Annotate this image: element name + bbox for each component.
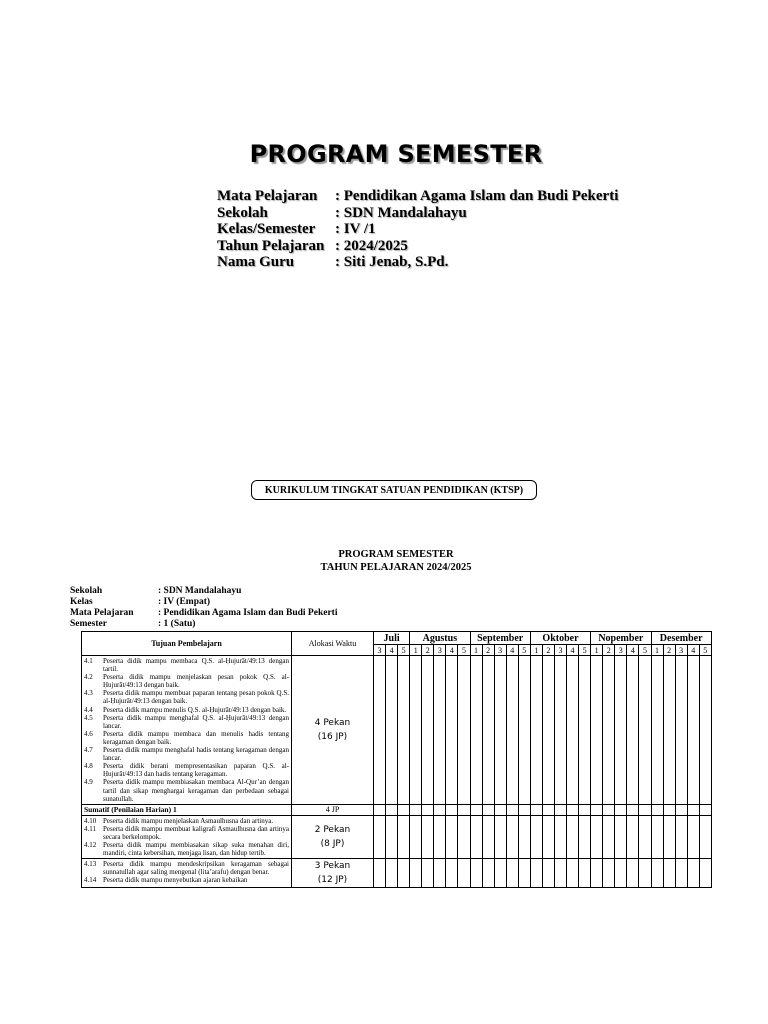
- week-number: 4: [506, 645, 518, 656]
- week-cell: [627, 804, 639, 815]
- week-cell: [675, 804, 687, 815]
- tp-text: Peserta didik mampu membiasakan membaca Al-Qur’an dengan tartil dan sikap menghargai keragaman dan perbedaan sebagai sunatullah.: [103, 778, 289, 803]
- week-cell: [518, 859, 530, 888]
- week-cell: [639, 815, 651, 858]
- table-row: [82, 815, 712, 858]
- week-cell: [603, 804, 615, 815]
- week-cell: [374, 815, 386, 858]
- tp-text: Peserta didik mampu menyebutkan ajaran kebaikan: [103, 876, 248, 885]
- week-cell: [615, 815, 627, 858]
- tp-number: 4.11: [84, 824, 96, 833]
- week-cell: [422, 859, 434, 888]
- document-subtitle: TAHUN PELAJARAN 2024/2025: [320, 562, 472, 573]
- week-cell: [603, 859, 615, 888]
- week-cell: [458, 656, 470, 805]
- sumatif-alloc: 4 JP: [292, 804, 374, 815]
- week-cell: [410, 815, 422, 858]
- week-cell: [554, 815, 566, 858]
- week-number: 2: [603, 645, 615, 656]
- week-cell: [603, 815, 615, 858]
- week-cell: [687, 804, 699, 815]
- week-cell: [663, 815, 675, 858]
- week-cell: [542, 859, 554, 888]
- tp-number: 4.7: [84, 746, 93, 755]
- week-cell: [591, 804, 603, 815]
- tp-number: 4.13: [84, 860, 97, 869]
- week-cell: [422, 815, 434, 858]
- week-cell: [542, 656, 554, 805]
- week-cell: [422, 656, 434, 805]
- week-cell: [675, 815, 687, 858]
- week-cell: [530, 804, 542, 815]
- week-cell: [567, 656, 579, 805]
- field-label: Nama Guru: [217, 254, 295, 270]
- alloc-jp: (16 JP): [317, 731, 348, 742]
- week-cell: [398, 815, 410, 858]
- info-label: Kelas: [70, 597, 93, 607]
- week-number: 1: [651, 645, 663, 656]
- week-cell: [615, 656, 627, 805]
- cover-field-teacher: [217, 254, 618, 271]
- week-cell: [651, 859, 663, 888]
- week-cell: [446, 859, 458, 888]
- week-cell: [699, 804, 711, 815]
- week-cell: [518, 804, 530, 815]
- week-cell: [591, 815, 603, 858]
- week-cell: [687, 656, 699, 805]
- tp-item: [84, 746, 289, 762]
- week-cell: [591, 859, 603, 888]
- week-cell: [410, 859, 422, 888]
- week-cell: [386, 804, 398, 815]
- week-number: 3: [615, 645, 627, 656]
- table-row: [82, 859, 712, 888]
- info-label: Mata Pelajaran: [70, 608, 134, 618]
- week-cell: [699, 656, 711, 805]
- field-value: : Siti Jenab, S.Pd.: [335, 254, 449, 270]
- week-cell: [386, 859, 398, 888]
- tp-text: Peserta didik mampu membaca Q.S. al-Ḥujurāt/49:13 dengan tartil.: [103, 657, 289, 674]
- tp-number: 4.2: [84, 673, 93, 682]
- week-cell: [627, 815, 639, 858]
- field-value: : SDN Mandalahayu: [335, 204, 467, 221]
- week-cell: [494, 656, 506, 805]
- week-number: 3: [374, 645, 386, 656]
- week-cell: [386, 815, 398, 858]
- week-cell: [579, 656, 591, 805]
- week-cell: [663, 656, 675, 805]
- week-cell: [530, 656, 542, 805]
- week-number: 4: [627, 645, 639, 656]
- week-cell: [398, 656, 410, 805]
- week-cell: [434, 859, 446, 888]
- week-number: 5: [639, 645, 651, 656]
- month-header: Nopember: [591, 632, 651, 645]
- week-cell: [591, 656, 603, 805]
- week-cell: [530, 859, 542, 888]
- week-cell: [542, 815, 554, 858]
- tp-item: [84, 860, 289, 876]
- sumatif-label: Sumatif (Penilaian Harian) 1: [82, 804, 292, 815]
- tp-text: Peserta didik mampu membuat paparan tentang pesan pokok Q.S. al-Ḥujurāt/49:13 dengan baik.: [103, 689, 289, 706]
- week-cell: [699, 815, 711, 858]
- week-number: 2: [663, 645, 675, 656]
- week-cell: [446, 656, 458, 805]
- alloc-cell: [292, 656, 374, 805]
- week-cell: [627, 859, 639, 888]
- week-cell: [434, 804, 446, 815]
- week-cell: [567, 804, 579, 815]
- week-number: 4: [446, 645, 458, 656]
- tp-text: Peserta didik mampu membaca dan menulis hadis tentang keragaman dengan baik.: [103, 729, 289, 746]
- tp-text: Peserta didik mampu menghafal Q.S. al-Ḥujurāt/49:13 dengan lancar.: [103, 713, 289, 730]
- field-value: : 2024/2025: [335, 237, 408, 254]
- tp-item: [84, 778, 289, 802]
- tp-number: 4.3: [84, 689, 93, 698]
- week-cell: [374, 859, 386, 888]
- week-cell: [458, 804, 470, 815]
- week-cell: [374, 804, 386, 815]
- week-cell: [567, 859, 579, 888]
- week-number: 5: [518, 645, 530, 656]
- week-cell: [386, 656, 398, 805]
- tp-cell: [82, 656, 292, 805]
- cover-field-class: [217, 221, 618, 238]
- week-cell: [579, 815, 591, 858]
- cover-field-year: [217, 238, 618, 255]
- week-number: 3: [675, 645, 687, 656]
- cover-field-school: [217, 205, 618, 222]
- month-header: Oktober: [530, 632, 590, 645]
- week-cell: [627, 656, 639, 805]
- tp-item: [84, 714, 289, 730]
- week-cell: [615, 804, 627, 815]
- week-cell: [639, 859, 651, 888]
- tp-text: Peserta didik berani mempresentasikan paparan Q.S. al-Ḥujurāt/49:13 dan hadis tentang keragaman.: [103, 762, 289, 779]
- field-label: Mata Pelajaran: [217, 188, 318, 204]
- tp-number: 4.9: [84, 778, 93, 787]
- info-row: [70, 586, 337, 597]
- alloc-cell: [292, 815, 374, 858]
- tp-text: Peserta didik mampu menjelaskan Asmaulhusna dan artinya.: [103, 816, 274, 825]
- month-header: Desember: [651, 632, 711, 645]
- week-cell: [518, 815, 530, 858]
- tp-text: Peserta didik mampu menghafal hadis tentang keragaman dengan lancar.: [103, 746, 289, 763]
- week-cell: [482, 859, 494, 888]
- alloc-weeks: 4 Pekan: [314, 717, 351, 728]
- week-cell: [494, 859, 506, 888]
- week-cell: [554, 656, 566, 805]
- week-cell: [410, 804, 422, 815]
- tp-item: [84, 817, 289, 825]
- alloc-jp: (12 JP): [317, 875, 348, 886]
- alloc-jp: (8 JP): [320, 838, 345, 849]
- tp-item: [84, 689, 289, 705]
- tp-number: 4.10: [84, 816, 97, 825]
- week-number: 3: [494, 645, 506, 656]
- tp-text: Peserta didik mampu membiasakan sikap suka menahan diri, mandiri, cinta kebersihan, menjaga lisan, dan hidup tertib.: [103, 840, 289, 858]
- week-cell: [675, 859, 687, 888]
- tp-number: 4.5: [84, 713, 93, 722]
- header-tujuan-pembelajaran: Tujuan Pembelajarn: [82, 632, 292, 656]
- week-cell: [639, 656, 651, 805]
- tp-number: 4.14: [84, 876, 97, 885]
- month-header: September: [470, 632, 530, 645]
- tp-number: 4.12: [84, 840, 97, 849]
- month-header: Juli: [374, 632, 410, 645]
- week-number: 1: [591, 645, 603, 656]
- tp-item: [84, 841, 289, 857]
- week-cell: [398, 859, 410, 888]
- table-row: [82, 656, 712, 805]
- week-cell: [603, 656, 615, 805]
- month-header: Agustus: [410, 632, 470, 645]
- week-cell: [579, 859, 591, 888]
- week-number: 4: [386, 645, 398, 656]
- week-cell: [482, 804, 494, 815]
- week-number: 4: [687, 645, 699, 656]
- tp-number: 4.6: [84, 729, 93, 738]
- tp-text: Peserta didik mampu membuat kaligrafi Asmaulhusna dan artinya secara berkelompok.: [103, 824, 289, 841]
- week-cell: [579, 804, 591, 815]
- tp-number: 4.4: [84, 705, 93, 714]
- tp-text: Peserta didik mampu menjelaskan pesan pokok Q.S. al-Ḥujurāt/49:13 dengan baik.: [103, 673, 289, 690]
- week-cell: [687, 815, 699, 858]
- info-label: Sekolah: [70, 586, 103, 596]
- week-number: 2: [542, 645, 554, 656]
- tp-item: [84, 876, 289, 884]
- week-number: 4: [567, 645, 579, 656]
- week-cell: [675, 656, 687, 805]
- cover-title: PROGRAM SEMESTER: [249, 140, 543, 168]
- field-value: : IV /1: [335, 221, 376, 237]
- week-cell: [651, 656, 663, 805]
- week-cell: [410, 656, 422, 805]
- week-cell: [470, 804, 482, 815]
- document-title: PROGRAM SEMESTER: [338, 549, 454, 560]
- week-cell: [446, 815, 458, 858]
- info-label: Semester: [70, 619, 107, 629]
- week-cell: [482, 815, 494, 858]
- week-cell: [482, 656, 494, 805]
- week-cell: [422, 804, 434, 815]
- curriculum-box: KURIKULUM TINGKAT SATUAN PENDIDIKAN (KTSP): [251, 480, 537, 500]
- week-cell: [434, 815, 446, 858]
- week-number: 3: [434, 645, 446, 656]
- week-cell: [398, 804, 410, 815]
- tp-text: Peserta didik mampu menulis Q.S. al-Ḥujurāt/49:13 dengan baik.: [103, 705, 287, 714]
- week-cell: [651, 815, 663, 858]
- field-label: Tahun Pelajaran: [217, 237, 325, 254]
- alloc-cell: [292, 859, 374, 888]
- tp-item: [84, 730, 289, 746]
- tp-item: [84, 706, 289, 714]
- week-number: 1: [470, 645, 482, 656]
- week-cell: [494, 804, 506, 815]
- week-cell: [554, 859, 566, 888]
- tp-item: [84, 762, 289, 778]
- field-label: Kelas/Semester: [217, 221, 316, 237]
- week-cell: [699, 859, 711, 888]
- week-cell: [663, 804, 675, 815]
- week-cell: [506, 815, 518, 858]
- week-cell: [663, 859, 675, 888]
- info-row: [70, 619, 337, 630]
- tp-item: [84, 825, 289, 841]
- week-number: 1: [530, 645, 542, 656]
- tp-cell: [82, 815, 292, 858]
- week-cell: [615, 859, 627, 888]
- info-value: : 1 (Satu): [158, 619, 196, 629]
- week-number: 5: [398, 645, 410, 656]
- week-cell: [518, 656, 530, 805]
- alloc-weeks: 3 Pekan: [314, 861, 351, 872]
- week-cell: [434, 656, 446, 805]
- week-cell: [494, 815, 506, 858]
- week-cell: [651, 804, 663, 815]
- week-number: 1: [410, 645, 422, 656]
- alloc-weeks: 2 Pekan: [314, 824, 351, 835]
- info-value: : IV (Empat): [158, 597, 211, 607]
- week-cell: [567, 815, 579, 858]
- week-cell: [542, 804, 554, 815]
- week-cell: [506, 804, 518, 815]
- info-row: [70, 608, 337, 619]
- week-cell: [506, 859, 518, 888]
- week-cell: [506, 656, 518, 805]
- sumatif-row: [82, 804, 712, 815]
- header-alokasi-waktu: Alokasi Waktu: [292, 632, 374, 656]
- week-cell: [458, 859, 470, 888]
- program-semester-table: [81, 631, 712, 888]
- week-number: 2: [482, 645, 494, 656]
- cover-field-subject: [217, 188, 618, 205]
- week-cell: [470, 656, 482, 805]
- week-cell: [687, 859, 699, 888]
- week-number: 2: [422, 645, 434, 656]
- cover-identity: [217, 188, 618, 271]
- week-number: 5: [579, 645, 591, 656]
- week-cell: [470, 815, 482, 858]
- week-cell: [446, 804, 458, 815]
- info-row: [70, 597, 337, 608]
- tp-text: Peserta didik mampu mendeskripsikan keragaman sebagai sunnatullah agar saling mengenal (lita’arafu) dengan benar.: [103, 860, 289, 877]
- tp-item: [84, 673, 289, 689]
- week-number: 5: [458, 645, 470, 656]
- info-value: : Pendidikan Agama Islam dan Budi Pekerti: [158, 608, 338, 618]
- week-cell: [554, 804, 566, 815]
- tp-number: 4.8: [84, 762, 93, 771]
- tp-number: 4.1: [84, 657, 93, 665]
- week-cell: [374, 656, 386, 805]
- info-value: : SDN Mandalahayu: [158, 586, 242, 596]
- field-value: : Pendidikan Agama Islam dan Budi Pekerti: [335, 188, 619, 204]
- week-number: 5: [699, 645, 711, 656]
- field-label: Sekolah: [217, 204, 268, 221]
- week-cell: [639, 804, 651, 815]
- week-cell: [458, 815, 470, 858]
- week-cell: [470, 859, 482, 888]
- week-cell: [530, 815, 542, 858]
- week-number: 3: [554, 645, 566, 656]
- tp-cell: [82, 859, 292, 888]
- document-info: [70, 586, 337, 630]
- tp-item: [84, 657, 289, 673]
